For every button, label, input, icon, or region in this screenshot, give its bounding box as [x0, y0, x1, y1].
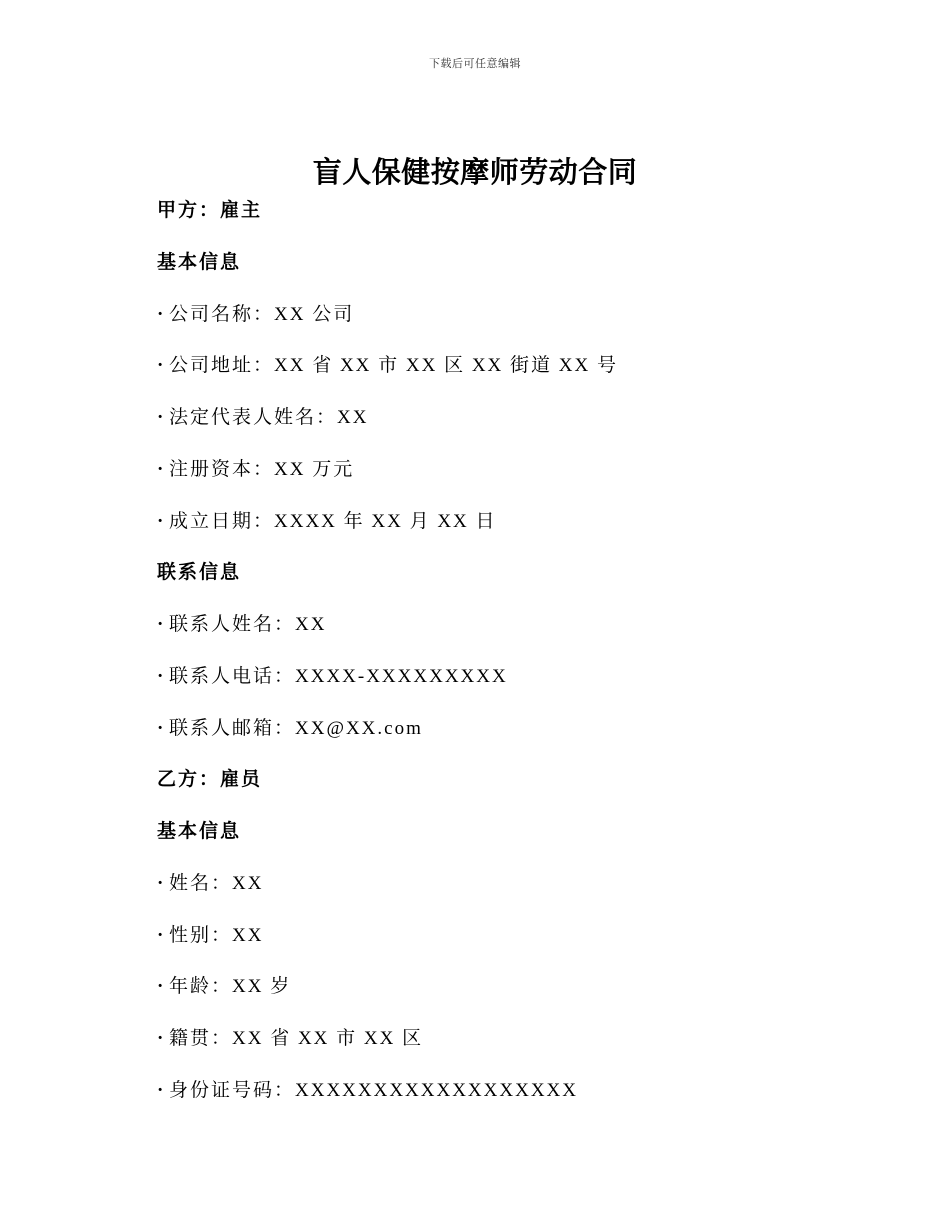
list-item-text: 公司名称：XX 公司 [169, 303, 355, 325]
list-item [157, 1013, 857, 1065]
list-item-text: 籍贯：XX 省 XX 市 XX 区 [169, 1028, 424, 1049]
list-item-text: 联系人邮箱：XX@XX.com [169, 717, 423, 739]
section-heading: 基本信息 [157, 820, 242, 842]
list-item-text: 公司地址：XX 省 XX 市 XX 区 XX 街道 XX 号 [169, 355, 618, 377]
bullet-icon: · [157, 303, 166, 325]
bullet-icon: · [157, 976, 166, 998]
bullet-icon: · [157, 717, 166, 739]
list-item [157, 961, 857, 1013]
bullet-icon: · [157, 614, 166, 635]
list-item-text: 年龄：XX 岁 [169, 976, 292, 998]
list-item [157, 1065, 857, 1117]
list-item [157, 289, 857, 341]
list-item [157, 910, 857, 962]
list-item-text: 成立日期：XXXX 年 XX 月 XX 日 [169, 510, 497, 532]
list-item [157, 444, 857, 496]
list-item-text: 性别：XX [169, 924, 264, 946]
bullet-icon: · [157, 355, 166, 377]
bullet-icon: · [157, 458, 166, 480]
list-item-text: 注册资本：XX 万元 [169, 458, 355, 480]
list-item-text: 联系人姓名：XX [169, 614, 327, 635]
bullet-icon: · [157, 1079, 166, 1101]
list-item [157, 599, 857, 651]
bullet-icon: · [157, 407, 166, 428]
list-item-text: 法定代表人姓名：XX [169, 407, 369, 428]
bullet-icon: · [157, 665, 166, 687]
bullet-icon: · [157, 510, 166, 532]
list-item [157, 392, 857, 444]
list-item-text: 姓名：XX [169, 872, 264, 894]
section-heading: 基本信息 [157, 250, 242, 273]
document-title: 盲人保健按摩师劳动合同 [312, 155, 638, 189]
list-item [157, 340, 857, 392]
section-heading: 甲方：雇主 [157, 199, 263, 221]
list-item-text: 联系人电话：XXXX-XXXXXXXXX [169, 665, 508, 687]
list-item [157, 703, 857, 755]
list-item [157, 496, 857, 548]
bullet-icon: · [157, 872, 166, 894]
bullet-icon: · [157, 1028, 166, 1049]
section-heading: 联系信息 [157, 561, 242, 584]
list-item-text: 身份证号码：XXXXXXXXXXXXXXXXXX [169, 1079, 578, 1101]
document-body [157, 185, 857, 1117]
bullet-icon: · [157, 924, 166, 946]
list-item [157, 858, 857, 910]
list-item [157, 651, 857, 703]
section-heading: 乙方：雇员 [157, 768, 263, 791]
header-note: 下载后可任意编辑 [429, 58, 521, 70]
